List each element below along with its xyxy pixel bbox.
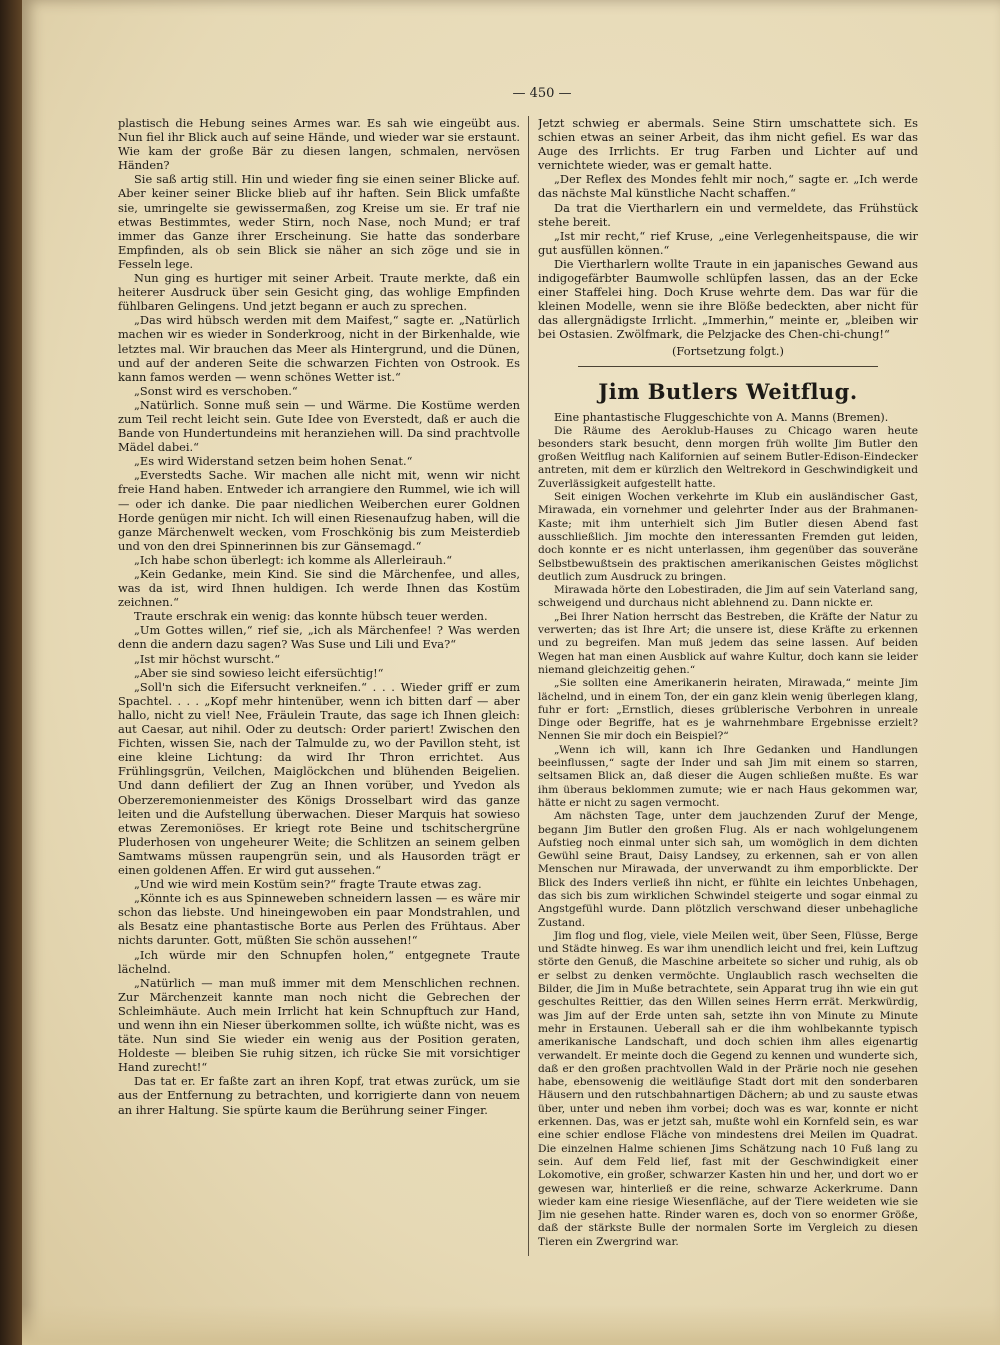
paragraph: Da trat die Viertharlern ein und vermeldete, das Frühstück stehe bereit. [538, 200, 918, 229]
paragraph: „Es wird Widerstand setzen beim hohen Senat.“ [134, 454, 413, 469]
paragraph: „Natürlich. Sonne muß sein — und Wärme. Die Kostüme werden zum Teil recht leicht sein. Gute Idee von Everstedt, daß er auch die Bande von Hundertundeins mit heranziehen will. Da sind prachtvolle Mädel dabei.“ [118, 397, 520, 455]
paragraph: „Ist mir höchst wurscht.“ [134, 651, 281, 666]
paragraph: „Könnte ich es aus Spinneweben schneidern lassen — es wäre mir schon das liebste. Und hineingewoben ein paar Mondstrahlen, und als Besatz eine phantastische Borte aus Perlen des Frühtaus. Aber nichts darunter. Gott, müßten Sie schön aussehen!“ [118, 891, 520, 948]
article-title: Jim Butlers Weitflug. [598, 378, 858, 404]
column-divider [528, 116, 529, 1256]
paragraph: Jetzt schwieg er abermals. Seine Stirn umschattete sich. Es schien etwas an seiner Arbeit, das ihm nicht gefiel. Es war das Auge des Irrlichts. Er trug Farben und Lichter auf und vernichtete wieder, was er gemalt hatte. [538, 116, 918, 173]
paragraph: „Wenn ich will, kann ich Ihre Gedanken und Handlungen beeinflussen,“ sagte der Inder und sah Jim mit einem so starren, seltsamen Blick an, daß dieser die Augen schließen mußte. Es war ihm überaus beklommen zumute; wie er nach Haus gekommen war, hätte er nicht zu sagen vermocht. [538, 743, 918, 809]
page-number: — 450 — [512, 86, 572, 101]
paragraph: „Soll'n sich die Eifersucht verkneifen.“ . . . Wieder griff er zum Spachtel. . . . „Kopf mehr hintenüber, wenn ich bitten darf — aber hallo, nicht zu viel! Nee, Fräulein Traute, das sage ich Ihnen gleich: aut Caesar, aut nihil. Oder zu deutsch: Order pariert! Zwischen den Fichten, wissen Sie, nach der Talmulde zu, wo der Pavillon steht, ist eine kleine Lichtung: da wird Ihr Thron errichtet. Aus Frühlingsgrün, Veilchen, Maiglöckchen und blühenden Beigelien. Und dann defiliert der Zug an Ihnen vorüber, und Yvedon als Oberzeremonienmeister des Königs Drosselbart wird das ganze leiten und die Aufstellung überwachen. Dieser Marquis hat sowieso etwas Zeremoniöses. Er kriegt rote Beine und tschitschergrüne Pluderhosen von ungeheurer Weite; die Schlitzen an seinem gelben Samtwams müssen raupengrün sein, und als Hausorden trägt er einen goldenen Affen. Er wird gut aussehen.“ [118, 679, 520, 877]
paragraph: „Ich habe schon überlegt: ich komme als Allerleirauh.“ [134, 552, 453, 567]
paragraph: Am nächsten Tage, unter dem jauchzenden Zuruf der Menge, begann Jim Butler den großen Flug. Als er nach wohlgelungenem Aufstieg noch einmal unter sich sah, um womöglich in dem dichten Gewühl seine Braut, Daisy Landsey, zu erkennen, sah er von allen Menschen nur Mirawada, der unverwandt zu ihm emporblickte. Der Blick des Inders verließ ihn nicht, er fühlte ein leichtes Unbehagen, das sich bis zum wirklichen Schwindel steigerte und sogar einmal zu Angstgefühl wurde. Dann plötzlich verschwand dieser unbehagliche Zustand. [538, 810, 918, 929]
paragraph: „Ist mir recht,“ rief Kruse, „eine Verlegenheitspause, die wir gut ausfüllen können.“ [538, 228, 918, 257]
paragraph: Nun ging es hurtiger mit seiner Arbeit. Traute merkte, daß ein heiterer Ausdruck über sein Gesicht ging, das wohlige Empfinden fühlbaren Gelingens. Und jetzt begann er auch zu sprechen. [118, 271, 520, 314]
continuation-note: (Fortsetzung folgt.) [671, 343, 784, 358]
page-bottom-shading [22, 1305, 1000, 1345]
paragraph: Mirawada hörte den Lobestiraden, die Jim auf sein Vaterland sang, schweigend und durchaus nicht ablehnend zu. Dann nickte er. [538, 584, 918, 610]
paragraph: Traute erschrak ein wenig: das konnte hübsch teuer werden. [134, 609, 488, 624]
paragraph: Jim flog und flog, viele, viele Meilen weit, über Seen, Flüsse, Berge und Städte hinweg. Es war ihm unendlich leicht und frei, kein Luftzug störte den Genuß, die Maschine arbeitete so sicher und ruhig, als ob er selbst zu denken vermöchte. Unglaublich rasch wechselten die Bilder, die Jim in Muße betrachtete, sein Apparat trug ihn wie ein gut geschultes Reittier, das den Willen seines Herrn errät. Merkwürdig, was Jim auf der Erde unten sah, setzte ihn von Minute zu Minute mehr in Erstaunen. Ueberall sah er die ihm wohlbekannte typisch amerikanische Landschaft, und doch schien ihm alles eigenartig verwandelt. Er meinte doch die Gegend zu kennen und wunderte sich, daß er den großen prachtvollen Wald in der Prärie noch nie gesehen habe, ebensowenig die weitläufige Stadt dort mit den sonderbaren Häusern und den rutschbahnartigen Dächern; ab und zu sauste etwas über, unter und neben ihm vorbei; doch was es war, konnte er nicht erkennen. Das, was er jetzt sah, mußte wohl ein Kornfeld sein, es war eine schier endlose Fläche von mindestens drei Meilen im Quadrat. Die einzelnen Halme schienen Jims Schätzung nach 10 Fuß lang zu sein. Auf dem Feld lief, fast mit der Geschwindigkeit einer Lokomotive, ein großer, schwarzer Kasten hin und her, und dort wo er gewesen war, hinterließ er die reine, schwarze Ackerkrume. Dann wieder kam eine riesige Wiesenfläche, auf der Tiere weideten wie sie Jim nie gesehen hatte. Rinder waren es, doch von so enormer Größe, daß der stärkste Bulle der normalen Sorte im Vergleich zu diesen Tieren ein Zwergrind war. [538, 929, 918, 1248]
paragraph: „Sie sollten eine Amerikanerin heiraten, Mirawada,“ meinte Jim lächelnd, und in einem Ton, der ein ganz klein wenig überlegen klang, fuhr er fort: „Ernstlich, dieses grüblerische Verbohren in unreale Dinge oder Begriffe, hat es je wahrnehmbare Ergebnisse erzielt? Nennen Sie mir doch ein Beispiel?“ [538, 677, 918, 743]
paragraph: Sie saß artig still. Hin und wieder fing sie einen seiner Blicke auf. Aber keiner seiner Blicke blieb auf ihr haften. Sein Blick umfaßte sie, umringelte sie gewissermaßen, zog Kreise um sie. Er traf nie etwas Bestimmtes, weder Stirn, noch Nase, noch Mund; er traf immer das Ganze ihrer Erscheinung. Sie hatte das sonderbare Empfinden, als ob sein Blick sie näher an sich zöge und sie in Fesseln lege. [118, 172, 520, 271]
paragraph: „Der Reflex des Mondes fehlt mir noch,“ sagte er. „Ich werde das nächste Mal künstliche Nacht schaffen.“ [538, 172, 918, 201]
paragraph: „Und wie wird mein Kostüm sein?“ fragte Traute etwas zag. [134, 877, 482, 892]
paragraph: „Um Gottes willen,“ rief sie, „ich als Märchenfee! ? Was werden denn die andern dazu sagen? Was Suse und Lili und Eva?“ [118, 623, 520, 652]
article-body [538, 425, 918, 1249]
paragraph: Seit einigen Wochen verkehrte im Klub ein ausländischer Gast, Mirawada, ein vornehmer und gelehrter Inder aus der Brahmanen-Kaste; mit ihm unterhielt sich Jim Butler diesen Abend fast ausschließlich. Jim mochte den interessanten Fremden gut leiden, doch konnte er es nicht unterlassen, ihm gegenüber das souveräne Selbstbewußtsein des praktischen amerikanischen Geistes möglichst deutlich zum Ausdruck zu bringen. [538, 491, 918, 583]
article-subtitle: Eine phantastische Fluggeschichte von A. Manns (Bremen). [554, 410, 889, 424]
paragraph: „Kein Gedanke, mein Kind. Sie sind die Märchenfee, und alles, was da ist, wird Ihnen huldigen. Ich werde Ihnen das Kostüm zeichnen.“ [118, 567, 520, 610]
paragraph: „Das wird hübsch werden mit dem Maifest,“ sagte er. „Natürlich machen wir es wieder in Sonderkroog, nicht in der Birkenhalde, wie letztes mal. Wir brauchen das Meer als Hintergrund, und die Dünen, und auf der anderen Seite die schwarzen Fichten von Ostrook. Es kann famos werden — wenn schönes Wetter ist.“ [118, 313, 520, 384]
paragraph: Das tat er. Er faßte zart an ihren Kopf, trat etwas zurück, um sie aus der Entfernung zu betrachten, und korrigierte dann von neuem an ihrer Haltung. Sie spürte kaum die Berührung seiner Finger. [118, 1074, 520, 1117]
paragraph: Die Viertharlern wollte Traute in ein japanisches Gewand aus indigogefärbter Baumwolle schlüpfen lassen, das an der Ecke einer Staffelei hing. Doch Kruse wehrte dem. Das war für die kleinen Modelle, wenn sie ihre Blöße bedeckten, aber nicht für das allergnädigste Irrlicht. „Immerhin,“ meinte er, „bleiben wir bei Ostasien. Zwölfmark, die Pelzjacke des Chen-chi-chung!“ [538, 256, 918, 342]
paragraph: Die Räume des Aeroklub-Hauses zu Chicago waren heute besonders stark besucht, denn morgen früh wollte Jim Butler den großen Weitflug nach Kalifornien auf seinem Butler-Edison-Eindecker antreten, mit dem er kürzlich den Weltrekord in Geschwindigkeit und Zuverlässigkeit aufgestellt hatte. [538, 424, 918, 490]
paragraph: „Aber sie sind sowieso leicht eifersüchtig!“ [134, 665, 384, 680]
right-column [538, 116, 918, 1256]
paragraph: „Everstedts Sache. Wir machen alle nicht mit, wenn wir nicht freie Hand haben. Entweder ich arrangiere den Rummel, wie ich will — oder ich danke. Die paar niedlichen Weiberchen eurer Goldnen Horde genügen mir nicht. Ich will einen Riesenaufzug haben, will die ganze Märchenwelt wecken, vom Froschkönig bis zum Meisterdieb und von den drei Spinnerinnen bis zur Gänsemagd.“ [118, 468, 520, 553]
left-column [118, 116, 520, 1256]
paragraph: „Ich würde mir den Schnupfen holen,“ entgegnete Traute lächelnd. [118, 947, 520, 976]
paragraph: „Natürlich — man muß immer mit dem Menschlichen rechnen. Zur Märchenzeit kannte man noch nicht die Gebrechen der Schleimhäute. Auch mein Irrlicht hat kein Schnupftuch zur Hand, und wenn ihn ein Nieser überkommen sollte, ich wüßte nicht, was es täte. Nun sind Sie wieder ein wenig aus der Position geraten, Holdeste — bleiben Sie ruhig sitzen, ich rücke Sie mit vorsichtiger Hand zurecht!“ [118, 975, 520, 1075]
paragraph: plastisch die Hebung seines Armes war. Es sah wie eingeübt aus. Nun fiel ihr Blick auch auf seine Hände, und wieder war sie erstaunt. Wie kam der große Bär zu diesen langen, schmalen, nervösen Händen? [118, 116, 520, 173]
paragraph: „Bei Ihrer Nation herrscht das Bestreben, die Kräfte der Natur zu verwerten; das ist Ihre Art; die unsere ist, diese Kräfte zu erkennen und zu begreifen. Man muß jedem das seine lassen. Auf beiden Wegen hat man einen Ausblick auf wahre Kultur, doch kann sie leider niemand gleichzeitig gehen.“ [538, 610, 918, 676]
paragraph: „Sonst wird es verschoben.“ [134, 383, 298, 398]
section-divider [578, 366, 878, 367]
